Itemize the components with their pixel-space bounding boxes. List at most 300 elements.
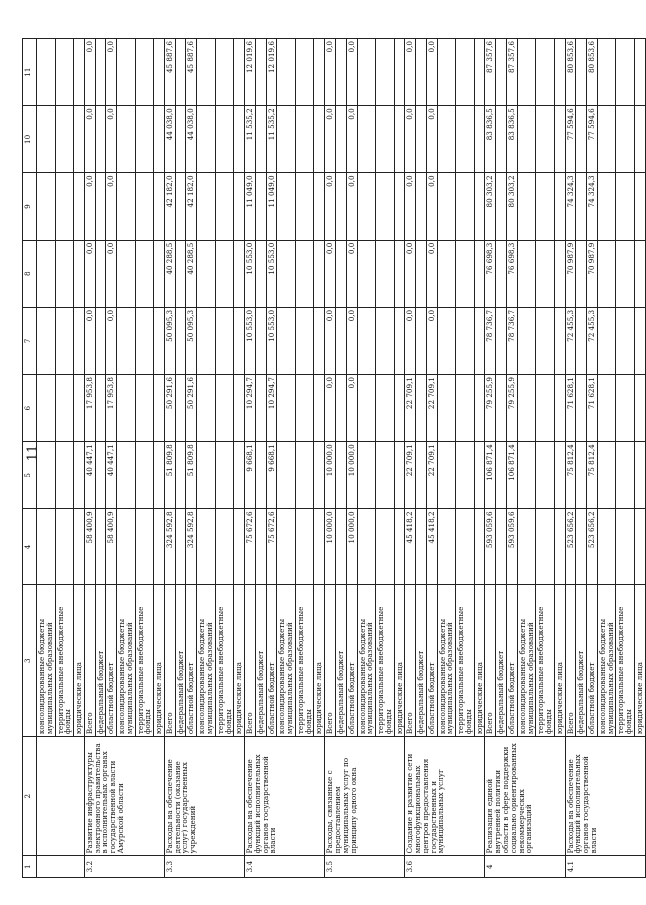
- amount-cell: [437, 442, 456, 509]
- amount-cell: [154, 442, 165, 509]
- amount-cell: [576, 39, 587, 106]
- amount-cell: [55, 39, 74, 106]
- amount-cell: 324 592,8: [164, 509, 175, 585]
- amount-cell: [255, 173, 266, 240]
- amount-cell: [234, 307, 245, 374]
- amount-cell: [335, 39, 346, 106]
- amount-cell: [496, 173, 507, 240]
- amount-cell: [437, 106, 456, 173]
- amount-cell: 42 182,0: [186, 173, 197, 240]
- funding-source: областной бюджет: [506, 585, 517, 737]
- amount-cell: [117, 173, 136, 240]
- item-name: Создание и развитие сети многофункциональных центров предоставления государственных и муниципальных услуг: [405, 737, 485, 856]
- amount-cell: 0,0: [106, 39, 117, 106]
- amount-cell: [117, 509, 136, 585]
- amount-cell: [175, 106, 186, 173]
- item-number: [37, 856, 85, 878]
- item-number: 3.5: [325, 856, 405, 878]
- amount-cell: 17 953,8: [106, 375, 117, 442]
- amount-cell: 106 871,4: [485, 442, 496, 509]
- amount-cell: [416, 442, 427, 509]
- table-row: [164, 39, 175, 878]
- amount-cell: [634, 375, 645, 442]
- amount-cell: [376, 240, 395, 307]
- amount-cell: [456, 240, 475, 307]
- amount-cell: [554, 375, 565, 442]
- amount-cell: 0,0: [405, 173, 416, 240]
- funding-source: территориальные внебюджетные фонды: [295, 585, 314, 737]
- amount-cell: [314, 442, 325, 509]
- amount-cell: [616, 240, 635, 307]
- amount-cell: [456, 375, 475, 442]
- amount-cell: [277, 173, 296, 240]
- amount-cell: [215, 442, 234, 509]
- funding-source: юридические лица: [74, 585, 85, 737]
- amount-cell: [474, 375, 485, 442]
- amount-cell: [517, 173, 536, 240]
- amount-cell: [597, 442, 616, 509]
- amount-cell: 44 038,0: [186, 106, 197, 173]
- amount-cell: [55, 307, 74, 374]
- amount-cell: 45 418,2: [426, 509, 437, 585]
- amount-cell: 17 953,8: [84, 375, 95, 442]
- column-header-2: 2: [23, 737, 37, 856]
- funding-source: юридические лица: [234, 585, 245, 737]
- funding-source: федеральный бюджет: [175, 585, 186, 737]
- amount-cell: [357, 173, 376, 240]
- funding-source: областной бюджет: [106, 585, 117, 737]
- amount-cell: 51 809,8: [164, 442, 175, 509]
- amount-cell: [215, 375, 234, 442]
- funding-source: Всего: [485, 585, 496, 737]
- amount-cell: [335, 173, 346, 240]
- amount-cell: [74, 307, 85, 374]
- amount-cell: [496, 39, 507, 106]
- amount-cell: [154, 375, 165, 442]
- funding-source: Всего: [84, 585, 95, 737]
- amount-cell: [314, 39, 325, 106]
- funding-source: юридические лица: [554, 585, 565, 737]
- funding-source: консолидированные бюджеты муниципальных образований: [117, 585, 136, 737]
- amount-cell: [416, 240, 427, 307]
- amount-cell: 0,0: [426, 240, 437, 307]
- table-row: [405, 39, 416, 878]
- funding-source: территориальные внебюджетные фонды: [215, 585, 234, 737]
- amount-cell: [234, 106, 245, 173]
- amount-cell: [597, 307, 616, 374]
- amount-cell: [394, 509, 405, 585]
- amount-cell: 10 000,0: [325, 509, 336, 585]
- amount-cell: 78 736,7: [506, 307, 517, 374]
- item-name: [37, 737, 85, 856]
- amount-cell: 78 736,7: [485, 307, 496, 374]
- amount-cell: [255, 442, 266, 509]
- amount-cell: 80 303,2: [506, 173, 517, 240]
- amount-cell: [135, 39, 154, 106]
- amount-cell: [496, 106, 507, 173]
- amount-cell: 71 628,1: [587, 375, 598, 442]
- amount-cell: [95, 240, 106, 307]
- amount-cell: [197, 375, 216, 442]
- amount-cell: [277, 509, 296, 585]
- amount-cell: [117, 39, 136, 106]
- amount-cell: 50 095,3: [186, 307, 197, 374]
- amount-cell: [554, 307, 565, 374]
- funding-source: областной бюджет: [266, 585, 277, 737]
- amount-cell: 11 049,0: [266, 173, 277, 240]
- amount-cell: [74, 39, 85, 106]
- amount-cell: 0,0: [84, 106, 95, 173]
- funding-source: территориальные внебюджетные фонды: [536, 585, 555, 737]
- amount-cell: [394, 240, 405, 307]
- funding-source: федеральный бюджет: [576, 585, 587, 737]
- amount-cell: 0,0: [346, 240, 357, 307]
- amount-cell: [117, 307, 136, 374]
- amount-cell: [135, 307, 154, 374]
- amount-cell: [634, 509, 645, 585]
- amount-cell: 75 672,6: [266, 509, 277, 585]
- amount-cell: [175, 173, 186, 240]
- funding-source: федеральный бюджет: [255, 585, 266, 737]
- amount-cell: [234, 442, 245, 509]
- funding-source: федеральный бюджет: [496, 585, 507, 737]
- amount-cell: 40 447,1: [106, 442, 117, 509]
- amount-cell: [175, 442, 186, 509]
- amount-cell: [37, 39, 56, 106]
- column-header-11: 11: [23, 39, 37, 106]
- amount-cell: [554, 509, 565, 585]
- amount-cell: 87 357,6: [506, 39, 517, 106]
- amount-cell: 22 709,1: [426, 442, 437, 509]
- amount-cell: [135, 173, 154, 240]
- amount-cell: [314, 240, 325, 307]
- amount-cell: [197, 307, 216, 374]
- amount-cell: 71 628,1: [565, 375, 576, 442]
- amount-cell: [474, 240, 485, 307]
- amount-cell: [95, 106, 106, 173]
- amount-cell: [554, 106, 565, 173]
- amount-cell: [295, 307, 314, 374]
- amount-cell: 0,0: [106, 307, 117, 374]
- table-row: [245, 39, 256, 878]
- funding-source: Всего: [565, 585, 576, 737]
- amount-cell: 0,0: [426, 106, 437, 173]
- amount-cell: 51 809,8: [186, 442, 197, 509]
- amount-cell: [277, 375, 296, 442]
- amount-cell: [616, 442, 635, 509]
- amount-cell: 11 535,2: [245, 106, 256, 173]
- amount-cell: [394, 106, 405, 173]
- amount-cell: 45 418,2: [405, 509, 416, 585]
- amount-cell: 106 871,4: [506, 442, 517, 509]
- item-name: Развитие инфраструктуры электронного правительства в исполнительных органах государственной власти Амурской области: [84, 737, 164, 856]
- amount-cell: [295, 39, 314, 106]
- amount-cell: 10 553,0: [266, 240, 277, 307]
- amount-cell: [536, 442, 555, 509]
- amount-cell: [416, 39, 427, 106]
- amount-cell: [277, 240, 296, 307]
- amount-cell: [536, 375, 555, 442]
- column-header-4: 4: [23, 509, 37, 585]
- amount-cell: [117, 240, 136, 307]
- amount-cell: [437, 240, 456, 307]
- amount-cell: [496, 442, 507, 509]
- amount-cell: [394, 307, 405, 374]
- amount-cell: [456, 173, 475, 240]
- amount-cell: 75 672,6: [245, 509, 256, 585]
- amount-cell: 12 019,6: [266, 39, 277, 106]
- amount-cell: [576, 375, 587, 442]
- amount-cell: [295, 442, 314, 509]
- amount-cell: 77 594,6: [587, 106, 598, 173]
- amount-cell: [496, 375, 507, 442]
- amount-cell: [234, 39, 245, 106]
- funding-source: территориальные внебюджетные фонды: [616, 585, 635, 737]
- amount-cell: [255, 509, 266, 585]
- table-row: [565, 39, 576, 878]
- table-row: [325, 39, 336, 878]
- amount-cell: [74, 509, 85, 585]
- amount-cell: [215, 509, 234, 585]
- funding-source: консолидированные бюджеты муниципальных образований: [37, 585, 56, 737]
- amount-cell: [277, 307, 296, 374]
- amount-cell: [357, 106, 376, 173]
- amount-cell: [117, 106, 136, 173]
- amount-cell: [616, 106, 635, 173]
- amount-cell: [517, 307, 536, 374]
- amount-cell: [74, 106, 85, 173]
- amount-cell: 80 853,6: [565, 39, 576, 106]
- amount-cell: [175, 509, 186, 585]
- amount-cell: [295, 375, 314, 442]
- header-row: [23, 39, 37, 878]
- amount-cell: [295, 106, 314, 173]
- amount-cell: 12 019,6: [245, 39, 256, 106]
- item-number: 3.2: [84, 856, 164, 878]
- amount-cell: 0,0: [325, 240, 336, 307]
- amount-cell: [437, 509, 456, 585]
- amount-cell: [197, 240, 216, 307]
- amount-cell: [456, 307, 475, 374]
- item-name: Расходы на обеспечение функций исполнительных органов государственной власти: [565, 737, 645, 856]
- amount-cell: [437, 307, 456, 374]
- amount-cell: [255, 39, 266, 106]
- amount-cell: [335, 307, 346, 374]
- column-header-3: 3: [23, 585, 37, 737]
- funding-source: Всего: [164, 585, 175, 737]
- amount-cell: [95, 375, 106, 442]
- amount-cell: 80 853,6: [587, 39, 598, 106]
- amount-cell: 74 324,3: [565, 173, 576, 240]
- item-number: 4.1: [565, 856, 645, 878]
- amount-cell: 77 594,6: [565, 106, 576, 173]
- amount-cell: [215, 240, 234, 307]
- amount-cell: 0,0: [346, 375, 357, 442]
- amount-cell: [197, 173, 216, 240]
- amount-cell: [634, 39, 645, 106]
- amount-cell: [295, 173, 314, 240]
- amount-cell: [135, 509, 154, 585]
- funding-source: федеральный бюджет: [335, 585, 346, 737]
- amount-cell: 79 255,9: [506, 375, 517, 442]
- amount-cell: [37, 173, 56, 240]
- amount-cell: [314, 375, 325, 442]
- amount-cell: [234, 375, 245, 442]
- funding-source: юридические лица: [474, 585, 485, 737]
- amount-cell: [517, 375, 536, 442]
- amount-cell: [335, 106, 346, 173]
- amount-cell: [255, 307, 266, 374]
- amount-cell: 75 812,4: [587, 442, 598, 509]
- amount-cell: [616, 509, 635, 585]
- amount-cell: 0,0: [346, 106, 357, 173]
- amount-cell: 0,0: [325, 307, 336, 374]
- column-header-1: 1: [23, 856, 37, 878]
- amount-cell: [55, 173, 74, 240]
- amount-cell: [456, 39, 475, 106]
- amount-cell: [576, 240, 587, 307]
- column-header-9: 9: [23, 173, 37, 240]
- amount-cell: 0,0: [84, 240, 95, 307]
- amount-cell: [376, 39, 395, 106]
- funding-source: областной бюджет: [346, 585, 357, 737]
- amount-cell: [616, 39, 635, 106]
- amount-cell: [496, 509, 507, 585]
- amount-cell: 87 357,6: [485, 39, 496, 106]
- amount-cell: 50 291,6: [164, 375, 175, 442]
- funding-source: областной бюджет: [587, 585, 598, 737]
- amount-cell: 40 288,5: [186, 240, 197, 307]
- amount-cell: [117, 375, 136, 442]
- funding-source: консолидированные бюджеты муниципальных образований: [197, 585, 216, 737]
- amount-cell: [314, 173, 325, 240]
- amount-cell: [215, 307, 234, 374]
- amount-cell: [234, 240, 245, 307]
- amount-cell: [576, 106, 587, 173]
- funding-source: консолидированные бюджеты муниципальных образований: [437, 585, 456, 737]
- funding-source: Всего: [245, 585, 256, 737]
- amount-cell: [234, 173, 245, 240]
- funding-source: консолидированные бюджеты муниципальных образований: [357, 585, 376, 737]
- amount-cell: [634, 106, 645, 173]
- amount-cell: 50 095,3: [164, 307, 175, 374]
- amount-cell: [517, 442, 536, 509]
- table-row: [84, 39, 95, 878]
- item-number: 3.6: [405, 856, 485, 878]
- amount-cell: [517, 106, 536, 173]
- amount-cell: [55, 106, 74, 173]
- amount-cell: 9 668,1: [266, 442, 277, 509]
- amount-cell: [277, 39, 296, 106]
- amount-cell: [456, 509, 475, 585]
- funding-source: юридические лица: [394, 585, 405, 737]
- amount-cell: [496, 307, 507, 374]
- funding-source: консолидированные бюджеты муниципальных образований: [597, 585, 616, 737]
- amount-cell: [517, 240, 536, 307]
- amount-cell: [175, 39, 186, 106]
- amount-cell: [576, 509, 587, 585]
- amount-cell: [154, 173, 165, 240]
- amount-cell: [255, 240, 266, 307]
- amount-cell: [576, 307, 587, 374]
- amount-cell: [416, 307, 427, 374]
- amount-cell: 0,0: [346, 307, 357, 374]
- amount-cell: 0,0: [426, 307, 437, 374]
- amount-cell: [135, 106, 154, 173]
- amount-cell: [517, 509, 536, 585]
- amount-cell: [154, 106, 165, 173]
- amount-cell: 40 447,1: [84, 442, 95, 509]
- amount-cell: [376, 173, 395, 240]
- amount-cell: [55, 442, 74, 509]
- amount-cell: 22 709,1: [405, 375, 416, 442]
- amount-cell: 0,0: [106, 106, 117, 173]
- amount-cell: [376, 375, 395, 442]
- amount-cell: [474, 106, 485, 173]
- amount-cell: [37, 106, 56, 173]
- table-row: [37, 39, 56, 878]
- funding-source: территориальные внебюджетные фонды: [456, 585, 475, 737]
- amount-cell: [295, 240, 314, 307]
- amount-cell: [277, 106, 296, 173]
- amount-cell: 0,0: [325, 106, 336, 173]
- amount-cell: [554, 240, 565, 307]
- amount-cell: 10 000,0: [325, 442, 336, 509]
- amount-cell: 0,0: [405, 106, 416, 173]
- amount-cell: [437, 173, 456, 240]
- amount-cell: [215, 106, 234, 173]
- amount-cell: [536, 173, 555, 240]
- item-name: Расходы, связанные с предоставлением муниципальных услуг по принципу одного окна: [325, 737, 405, 856]
- amount-cell: [376, 509, 395, 585]
- amount-cell: 22 709,1: [426, 375, 437, 442]
- amount-cell: [437, 375, 456, 442]
- amount-cell: [357, 442, 376, 509]
- amount-cell: 11 535,2: [266, 106, 277, 173]
- amount-cell: [37, 442, 56, 509]
- amount-cell: [335, 442, 346, 509]
- funding-source: юридические лица: [634, 585, 645, 737]
- amount-cell: [55, 375, 74, 442]
- column-header-6: 6: [23, 375, 37, 442]
- amount-cell: 80 303,2: [485, 173, 496, 240]
- amount-cell: 22 709,1: [405, 442, 416, 509]
- rotated-table-container: [22, 38, 644, 878]
- amount-cell: 58 400,9: [106, 509, 117, 585]
- amount-cell: 42 182,0: [164, 173, 175, 240]
- amount-cell: [634, 442, 645, 509]
- amount-cell: [634, 240, 645, 307]
- item-name: Расходы на обеспечение деятельности (оказание услуг) государственных учреждений: [164, 737, 244, 856]
- amount-cell: [335, 240, 346, 307]
- amount-cell: [357, 375, 376, 442]
- amount-cell: [634, 173, 645, 240]
- funding-source: Всего: [325, 585, 336, 737]
- amount-cell: [394, 39, 405, 106]
- amount-cell: [416, 509, 427, 585]
- amount-cell: 45 887,6: [164, 39, 175, 106]
- amount-cell: [234, 509, 245, 585]
- amount-cell: 0,0: [426, 173, 437, 240]
- amount-cell: [474, 173, 485, 240]
- amount-cell: [74, 240, 85, 307]
- amount-cell: 70 987,9: [565, 240, 576, 307]
- amount-cell: [314, 509, 325, 585]
- column-header-7: 7: [23, 307, 37, 374]
- amount-cell: [474, 307, 485, 374]
- amount-cell: 0,0: [84, 39, 95, 106]
- amount-cell: [74, 375, 85, 442]
